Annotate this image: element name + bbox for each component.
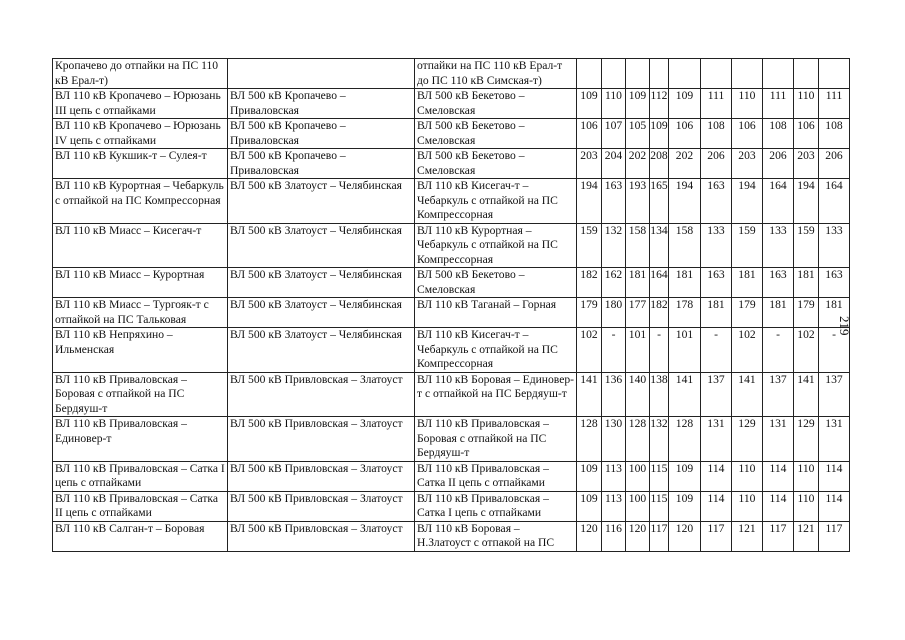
value-cell: 110 bbox=[602, 89, 626, 119]
value-cell: 109 bbox=[650, 119, 669, 149]
table-row bbox=[53, 372, 850, 417]
value-cell: 101 bbox=[626, 328, 650, 373]
value-cell: 114 bbox=[763, 461, 794, 491]
value-cell bbox=[794, 59, 819, 89]
value-cell: 100 bbox=[626, 461, 650, 491]
value-cell: 133 bbox=[701, 223, 732, 268]
value-cell bbox=[602, 59, 626, 89]
value-cell: 101 bbox=[669, 328, 701, 373]
value-cell: 114 bbox=[819, 491, 850, 521]
value-cell: 179 bbox=[577, 298, 602, 328]
value-cell: 111 bbox=[701, 89, 732, 119]
value-cell: 102 bbox=[794, 328, 819, 373]
value-cell: 163 bbox=[819, 268, 850, 298]
value-cell: 100 bbox=[626, 491, 650, 521]
related-line-cell: ВЛ 110 кВ Кисегач-т – Чебаркуль с отпайкой на ПС Компрессорная bbox=[415, 328, 577, 373]
disconnected-line-cell: ВЛ 500 кВ Привловская – Златоуст bbox=[228, 417, 415, 462]
value-cell: 181 bbox=[669, 268, 701, 298]
table-row bbox=[53, 119, 850, 149]
value-cell: 163 bbox=[602, 179, 626, 224]
value-cell: 141 bbox=[577, 372, 602, 417]
value-cell bbox=[819, 59, 850, 89]
table-row bbox=[53, 179, 850, 224]
line-name-cell: ВЛ 110 кВ Приваловская – Боровая с отпайкой на ПС Бердяуш-т bbox=[53, 372, 228, 417]
value-cell: 115 bbox=[650, 461, 669, 491]
value-cell: 131 bbox=[819, 417, 850, 462]
value-cell: 181 bbox=[763, 298, 794, 328]
value-cell: 111 bbox=[819, 89, 850, 119]
disconnected-line-cell: ВЛ 500 кВ Привловская – Златоуст bbox=[228, 372, 415, 417]
table-body bbox=[53, 59, 850, 552]
value-cell: 117 bbox=[763, 521, 794, 551]
value-cell: 203 bbox=[577, 149, 602, 179]
value-cell: 114 bbox=[701, 491, 732, 521]
value-cell: 141 bbox=[794, 372, 819, 417]
related-line-cell: ВЛ 500 кВ Бекетово – Смеловская bbox=[415, 149, 577, 179]
limits-table bbox=[52, 58, 850, 552]
value-cell: - bbox=[650, 328, 669, 373]
value-cell: 110 bbox=[732, 491, 763, 521]
value-cell: 109 bbox=[669, 491, 701, 521]
value-cell: 137 bbox=[763, 372, 794, 417]
related-line-cell: ВЛ 110 кВ Кисегач-т – Чебаркуль с отпайкой на ПС Компрессорная bbox=[415, 179, 577, 224]
value-cell: 179 bbox=[794, 298, 819, 328]
value-cell: 120 bbox=[669, 521, 701, 551]
value-cell: 194 bbox=[794, 179, 819, 224]
table-row bbox=[53, 89, 850, 119]
table-row bbox=[53, 223, 850, 268]
value-cell: 140 bbox=[626, 372, 650, 417]
value-cell: 110 bbox=[794, 89, 819, 119]
value-cell: 108 bbox=[819, 119, 850, 149]
value-cell: 206 bbox=[819, 149, 850, 179]
line-name-cell: Кропачево до отпайки на ПС 110 кВ Ерал-т) bbox=[53, 59, 228, 89]
value-cell: 194 bbox=[732, 179, 763, 224]
table-row bbox=[53, 328, 850, 373]
table-row bbox=[53, 491, 850, 521]
table-row bbox=[53, 268, 850, 298]
value-cell: 163 bbox=[763, 268, 794, 298]
table-row bbox=[53, 521, 850, 551]
value-cell: 158 bbox=[669, 223, 701, 268]
value-cell: 136 bbox=[602, 372, 626, 417]
value-cell: 179 bbox=[732, 298, 763, 328]
related-line-cell: ВЛ 110 кВ Курортная – Чебаркуль с отпайкой на ПС Компрессорная bbox=[415, 223, 577, 268]
value-cell: 113 bbox=[602, 491, 626, 521]
value-cell: 102 bbox=[577, 328, 602, 373]
line-name-cell: ВЛ 110 кВ Миасс – Курортная bbox=[53, 268, 228, 298]
value-cell: 117 bbox=[701, 521, 732, 551]
line-name-cell: ВЛ 110 кВ Кукшик-т – Сулея-т bbox=[53, 149, 228, 179]
value-cell: 110 bbox=[732, 461, 763, 491]
related-line-cell: ВЛ 110 кВ Боровая – Н.Златоуст с отпакой на ПС bbox=[415, 521, 577, 551]
value-cell: 106 bbox=[732, 119, 763, 149]
value-cell: 141 bbox=[669, 372, 701, 417]
value-cell: 134 bbox=[650, 223, 669, 268]
value-cell: 128 bbox=[626, 417, 650, 462]
value-cell bbox=[626, 59, 650, 89]
value-cell: 163 bbox=[701, 268, 732, 298]
value-cell: 133 bbox=[819, 223, 850, 268]
value-cell: 114 bbox=[763, 491, 794, 521]
value-cell: 102 bbox=[732, 328, 763, 373]
related-line-cell: ВЛ 110 кВ Таганай – Горная bbox=[415, 298, 577, 328]
value-cell: 116 bbox=[602, 521, 626, 551]
value-cell: 177 bbox=[626, 298, 650, 328]
value-cell: 107 bbox=[602, 119, 626, 149]
value-cell: 132 bbox=[602, 223, 626, 268]
disconnected-line-cell: ВЛ 500 кВ Кропачево – Приваловская bbox=[228, 119, 415, 149]
disconnected-line-cell: ВЛ 500 кВ Привловская – Златоуст bbox=[228, 491, 415, 521]
value-cell: 113 bbox=[602, 461, 626, 491]
value-cell: 110 bbox=[732, 89, 763, 119]
value-cell: 181 bbox=[732, 268, 763, 298]
value-cell: 137 bbox=[819, 372, 850, 417]
table-row bbox=[53, 149, 850, 179]
value-cell: 182 bbox=[577, 268, 602, 298]
table-row bbox=[53, 298, 850, 328]
value-cell: - bbox=[819, 328, 850, 373]
disconnected-line-cell: ВЛ 500 кВ Привловская – Златоуст bbox=[228, 461, 415, 491]
value-cell: 106 bbox=[794, 119, 819, 149]
page-number: 219 bbox=[837, 316, 852, 336]
value-cell: 109 bbox=[577, 491, 602, 521]
value-cell: 120 bbox=[577, 521, 602, 551]
value-cell: 181 bbox=[701, 298, 732, 328]
value-cell: 128 bbox=[577, 417, 602, 462]
value-cell: 163 bbox=[701, 179, 732, 224]
value-cell: 129 bbox=[732, 417, 763, 462]
value-cell: 206 bbox=[701, 149, 732, 179]
value-cell: 108 bbox=[701, 119, 732, 149]
value-cell: 159 bbox=[794, 223, 819, 268]
value-cell: 128 bbox=[669, 417, 701, 462]
related-line-cell: отпайки на ПС 110 кВ Ерал-т до ПС 110 кВ Симская-т) bbox=[415, 59, 577, 89]
value-cell: 106 bbox=[669, 119, 701, 149]
disconnected-line-cell: ВЛ 500 кВ Кропачево – Приваловская bbox=[228, 89, 415, 119]
value-cell: 114 bbox=[819, 461, 850, 491]
value-cell: 130 bbox=[602, 417, 626, 462]
value-cell: 137 bbox=[701, 372, 732, 417]
value-cell: 193 bbox=[626, 179, 650, 224]
value-cell: - bbox=[602, 328, 626, 373]
line-name-cell: ВЛ 110 кВ Кропачево – Юрюзань III цепь с отпайками bbox=[53, 89, 228, 119]
value-cell bbox=[577, 59, 602, 89]
value-cell bbox=[669, 59, 701, 89]
related-line-cell: ВЛ 110 кВ Приваловская – Боровая с отпайкой на ПС Бердяуш-т bbox=[415, 417, 577, 462]
value-cell: 112 bbox=[650, 89, 669, 119]
value-cell: 121 bbox=[794, 521, 819, 551]
value-cell: 159 bbox=[732, 223, 763, 268]
value-cell: 165 bbox=[650, 179, 669, 224]
value-cell: 109 bbox=[669, 89, 701, 119]
value-cell: 129 bbox=[794, 417, 819, 462]
value-cell: 206 bbox=[763, 149, 794, 179]
value-cell: 120 bbox=[626, 521, 650, 551]
line-name-cell: ВЛ 110 кВ Салган-т – Боровая bbox=[53, 521, 228, 551]
value-cell: 178 bbox=[669, 298, 701, 328]
value-cell: 158 bbox=[626, 223, 650, 268]
line-name-cell: ВЛ 110 кВ Непряхино – Ильменская bbox=[53, 328, 228, 373]
disconnected-line-cell: ВЛ 500 кВ Златоуст – Челябинская bbox=[228, 328, 415, 373]
value-cell: 208 bbox=[650, 149, 669, 179]
value-cell: 132 bbox=[650, 417, 669, 462]
line-name-cell: ВЛ 110 кВ Приваловская – Единовер-т bbox=[53, 417, 228, 462]
value-cell: 138 bbox=[650, 372, 669, 417]
related-line-cell: ВЛ 110 кВ Приваловская – Сатка I цепь с отпайками bbox=[415, 491, 577, 521]
related-line-cell: ВЛ 500 кВ Бекетово – Смеловская bbox=[415, 119, 577, 149]
table-row bbox=[53, 417, 850, 462]
value-cell bbox=[650, 59, 669, 89]
value-cell: 164 bbox=[650, 268, 669, 298]
line-name-cell: ВЛ 110 кВ Курортная – Чебаркуль с отпайкой на ПС Компрессорная bbox=[53, 179, 228, 224]
value-cell: 182 bbox=[650, 298, 669, 328]
value-cell bbox=[763, 59, 794, 89]
value-cell: 159 bbox=[577, 223, 602, 268]
value-cell: 204 bbox=[602, 149, 626, 179]
value-cell: 111 bbox=[763, 89, 794, 119]
value-cell: 181 bbox=[626, 268, 650, 298]
value-cell: - bbox=[763, 328, 794, 373]
line-name-cell: ВЛ 110 кВ Миасс – Кисегач-т bbox=[53, 223, 228, 268]
disconnected-line-cell bbox=[228, 59, 415, 89]
value-cell: 110 bbox=[794, 461, 819, 491]
value-cell: 164 bbox=[763, 179, 794, 224]
value-cell: 117 bbox=[650, 521, 669, 551]
line-name-cell: ВЛ 110 кВ Миасс – Тургояк-т с отпайкой на ПС Тальковая bbox=[53, 298, 228, 328]
value-cell: - bbox=[701, 328, 732, 373]
disconnected-line-cell: ВЛ 500 кВ Златоуст – Челябинская bbox=[228, 223, 415, 268]
related-line-cell: ВЛ 110 кВ Приваловская – Сатка II цепь с отпайками bbox=[415, 461, 577, 491]
value-cell: 109 bbox=[669, 461, 701, 491]
value-cell: 110 bbox=[794, 491, 819, 521]
value-cell: 202 bbox=[626, 149, 650, 179]
line-name-cell: ВЛ 110 кВ Кропачево – Юрюзань IV цепь с отпайками bbox=[53, 119, 228, 149]
line-name-cell: ВЛ 110 кВ Приваловская – Сатка I цепь с отпайками bbox=[53, 461, 228, 491]
value-cell: 203 bbox=[794, 149, 819, 179]
value-cell: 109 bbox=[577, 461, 602, 491]
related-line-cell: ВЛ 500 кВ Бекетово – Смеловская bbox=[415, 89, 577, 119]
disconnected-line-cell: ВЛ 500 кВ Златоуст – Челябинская bbox=[228, 268, 415, 298]
value-cell: 131 bbox=[701, 417, 732, 462]
disconnected-line-cell: ВЛ 500 кВ Кропачево – Приваловская bbox=[228, 149, 415, 179]
value-cell: 131 bbox=[763, 417, 794, 462]
value-cell: 180 bbox=[602, 298, 626, 328]
value-cell: 194 bbox=[577, 179, 602, 224]
value-cell: 203 bbox=[732, 149, 763, 179]
value-cell: 141 bbox=[732, 372, 763, 417]
disconnected-line-cell: ВЛ 500 кВ Златоуст – Челябинская bbox=[228, 298, 415, 328]
value-cell: 181 bbox=[794, 268, 819, 298]
value-cell: 106 bbox=[577, 119, 602, 149]
related-line-cell: ВЛ 110 кВ Боровая – Единовер-т с отпайкой на ПС Бердяуш-т bbox=[415, 372, 577, 417]
value-cell: 114 bbox=[701, 461, 732, 491]
value-cell bbox=[732, 59, 763, 89]
value-cell: 108 bbox=[763, 119, 794, 149]
value-cell: 133 bbox=[763, 223, 794, 268]
value-cell: 164 bbox=[819, 179, 850, 224]
value-cell: 121 bbox=[732, 521, 763, 551]
value-cell: 162 bbox=[602, 268, 626, 298]
disconnected-line-cell: ВЛ 500 кВ Привловская – Златоуст bbox=[228, 521, 415, 551]
value-cell: 202 bbox=[669, 149, 701, 179]
value-cell: 117 bbox=[819, 521, 850, 551]
table-row bbox=[53, 59, 850, 89]
disconnected-line-cell: ВЛ 500 кВ Златоуст – Челябинская bbox=[228, 179, 415, 224]
value-cell: 181 bbox=[819, 298, 850, 328]
value-cell: 115 bbox=[650, 491, 669, 521]
value-cell: 109 bbox=[577, 89, 602, 119]
value-cell: 105 bbox=[626, 119, 650, 149]
value-cell bbox=[701, 59, 732, 89]
line-name-cell: ВЛ 110 кВ Приваловская – Сатка II цепь с отпайками bbox=[53, 491, 228, 521]
value-cell: 194 bbox=[669, 179, 701, 224]
table-row bbox=[53, 461, 850, 491]
related-line-cell: ВЛ 500 кВ Бекетово – Смеловская bbox=[415, 268, 577, 298]
value-cell: 109 bbox=[626, 89, 650, 119]
